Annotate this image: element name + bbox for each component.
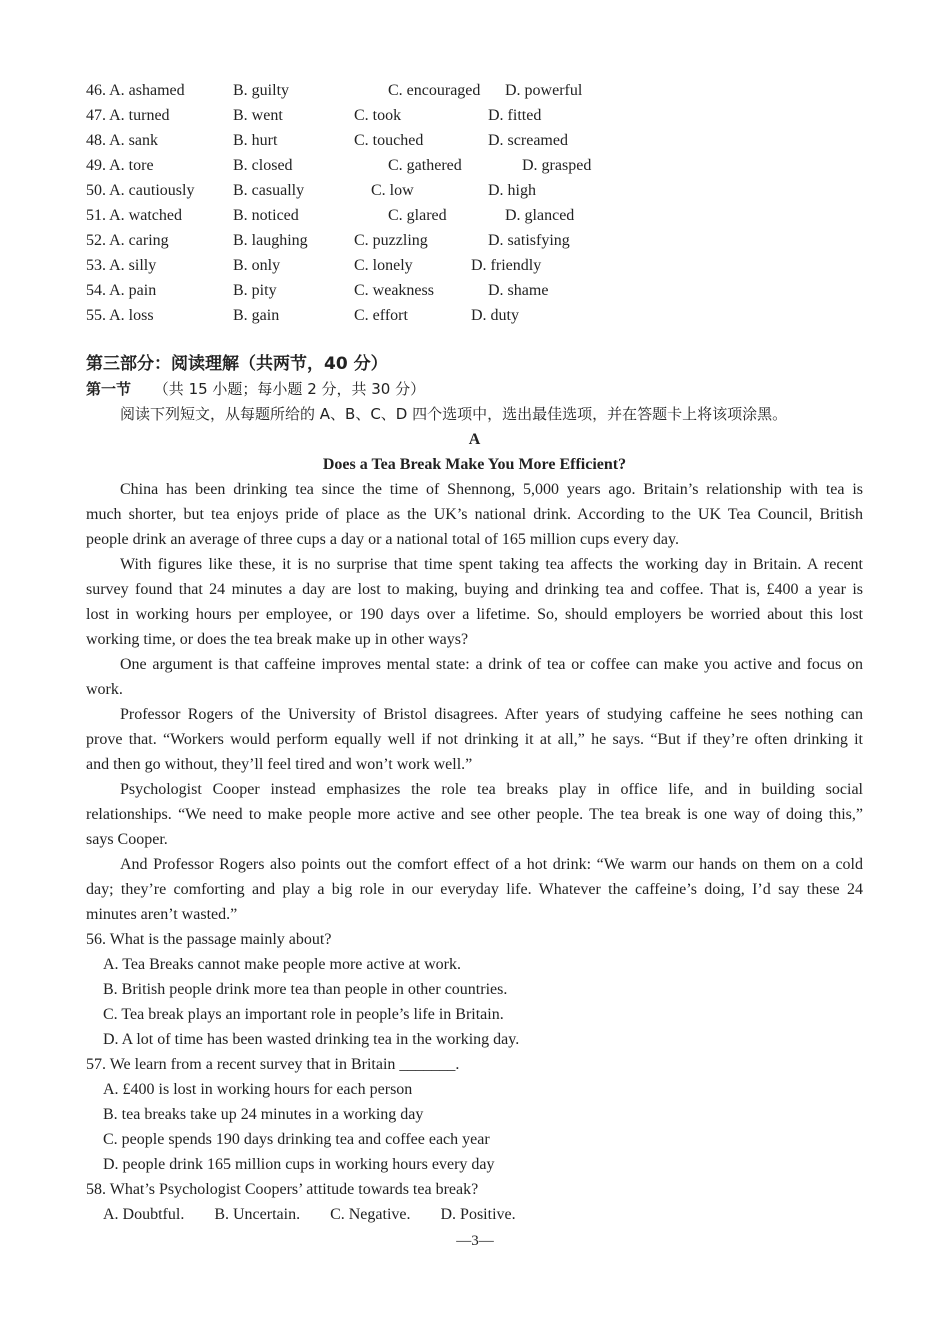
answer-choice[interactable]: C. Negative. bbox=[330, 1206, 411, 1223]
option-a: 53. A. silly bbox=[86, 257, 157, 274]
passage-line: much shorter, but tea enjoys pride of place as the UK’s national drink. According to the UK Tea Council, British bbox=[86, 506, 863, 523]
option-c: C. puzzling bbox=[354, 232, 428, 249]
option-d: D. shame bbox=[488, 282, 549, 299]
option-b: B. hurt bbox=[233, 132, 278, 149]
passage-letter: A bbox=[468, 431, 481, 448]
option-c: C. touched bbox=[354, 132, 424, 149]
option-a: 54. A. pain bbox=[86, 282, 157, 299]
question-stem: 57. We learn from a recent survey that in Britain _______. bbox=[86, 1056, 460, 1073]
answer-choice[interactable]: C. people spends 190 days drinking tea and coffee each year bbox=[103, 1131, 490, 1148]
section1-label: 第一节 bbox=[86, 380, 132, 398]
option-a: 50. A. cautiously bbox=[86, 182, 195, 199]
section1-heading bbox=[86, 377, 863, 402]
option-c: C. lonely bbox=[354, 257, 413, 274]
passage-line: working time, or does the tea break make up in other ways? bbox=[86, 631, 469, 648]
option-a: 48. A. sank bbox=[86, 132, 158, 149]
option-b: B. only bbox=[233, 257, 281, 274]
option-b: B. laughing bbox=[233, 232, 308, 249]
passage-line: says Cooper. bbox=[86, 831, 168, 848]
passage-line: With figures like these, it is no surprise that time spent taking tea affects the working day in Britain. A recent bbox=[120, 556, 863, 573]
section1-note: （共 15 小题；每小题 2 分，共 30 分） bbox=[153, 380, 426, 398]
answer-choice[interactable]: B. British people drink more tea than people in other countries. bbox=[103, 981, 508, 998]
answer-choice[interactable]: A. Tea Breaks cannot make people more active at work. bbox=[103, 956, 461, 973]
option-d: D. powerful bbox=[505, 82, 583, 99]
option-b: B. gain bbox=[233, 307, 280, 324]
passage-line: Psychologist Cooper instead emphasizes the role tea breaks play in office life, and in building social bbox=[120, 781, 863, 798]
option-a: 49. A. tore bbox=[86, 157, 154, 174]
option-b: B. casually bbox=[233, 182, 305, 199]
option-d: D. satisfying bbox=[488, 232, 570, 249]
answer-choice[interactable]: C. Tea break plays an important role in people’s life in Britain. bbox=[103, 1006, 504, 1023]
option-c: C. gathered bbox=[388, 157, 462, 174]
option-b: B. closed bbox=[233, 157, 293, 174]
passage-line: prove that. “Workers would perform equally well if not drinking it at all,” he says. “But if they’re often drinking it bbox=[86, 731, 863, 748]
passage-line: and then go without, they’ll feel tired and won’t work well.” bbox=[86, 756, 473, 773]
option-c: C. took bbox=[354, 107, 402, 124]
option-c: C. effort bbox=[354, 307, 408, 324]
option-d: D. screamed bbox=[488, 132, 568, 149]
answer-choice[interactable]: D. Positive. bbox=[440, 1206, 516, 1223]
passage-line: One argument is that caffeine improves mental state: a drink of tea or coffee can make you active and focus on bbox=[120, 656, 863, 673]
option-d: D. glanced bbox=[505, 207, 575, 224]
option-d: D. grasped bbox=[522, 157, 592, 174]
passage-line: minutes aren’t wasted.” bbox=[86, 906, 238, 923]
question-stem: 58. What’s Psychologist Coopers’ attitude towards tea break? bbox=[86, 1181, 479, 1198]
page-number: —3— bbox=[456, 1233, 494, 1249]
option-d: D. fitted bbox=[488, 107, 542, 124]
part3-title: 第三部分：阅读理解（共两节，40 分） bbox=[86, 354, 388, 374]
instructions: 阅读下列短文，从每题所给的 A、B、C、D 四个选项中，选出最佳选项，并在答题卡上将该项涂黑。 bbox=[120, 405, 788, 423]
answer-choice[interactable]: D. people drink 165 million cups in working hours every day bbox=[103, 1156, 495, 1173]
option-c: C. glared bbox=[388, 207, 447, 224]
option-b: B. pity bbox=[233, 282, 277, 299]
option-a: 46. A. ashamed bbox=[86, 82, 185, 99]
option-c: C. low bbox=[371, 182, 414, 199]
option-d: D. friendly bbox=[471, 257, 542, 274]
passage-line: Professor Rogers of the University of Bristol disagrees. After years of studying caffeine he sees nothing can bbox=[120, 706, 863, 723]
option-c: C. weakness bbox=[354, 282, 434, 299]
option-a: 55. A. loss bbox=[86, 307, 154, 324]
answer-choice[interactable]: B. tea breaks take up 24 minutes in a working day bbox=[103, 1106, 424, 1123]
passage-line: survey found that 24 minutes a day are lost to making, buying and drinking tea and coffee. That is, £400 a year is bbox=[86, 581, 863, 598]
passage-line: And Professor Rogers also points out the comfort effect of a hot drink: “We warm our hands on them on a cold bbox=[120, 856, 863, 873]
option-a: 47. A. turned bbox=[86, 107, 170, 124]
answer-choice[interactable]: D. A lot of time has been wasted drinking tea in the working day. bbox=[103, 1031, 520, 1048]
option-d: D. high bbox=[488, 182, 536, 199]
passage-title: Does a Tea Break Make You More Efficient? bbox=[322, 456, 627, 473]
answer-choice[interactable]: A. £400 is lost in working hours for each person bbox=[103, 1081, 413, 1098]
passage-line: work. bbox=[86, 681, 123, 698]
answer-choice[interactable]: B. Uncertain. bbox=[214, 1206, 301, 1223]
question-stem: 56. What is the passage mainly about? bbox=[86, 931, 332, 948]
option-c: C. encouraged bbox=[388, 82, 481, 99]
option-a: 52. A. caring bbox=[86, 232, 169, 249]
option-b: B. guilty bbox=[233, 82, 290, 99]
passage-line: lost in working hours per employee, or 190 days over a lifetime. So, should employers be worried about this lost bbox=[86, 606, 863, 623]
option-b: B. went bbox=[233, 107, 283, 124]
option-d: D. duty bbox=[471, 307, 519, 324]
passage-line: China has been drinking tea since the time of Shennong, 5,000 years ago. Britain’s relationship with tea is bbox=[120, 481, 863, 498]
option-b: B. noticed bbox=[233, 207, 299, 224]
answer-choice[interactable]: A. Doubtful. bbox=[103, 1206, 185, 1223]
passage-line: day; they’re comforting and play a big role in our everyday life. Whatever the caffeine’s doing, I’d say these 24 bbox=[86, 881, 863, 898]
answer-choices-inline bbox=[103, 1202, 880, 1227]
passage-line: people drink an average of three cups a day or a national total of 165 million cups every day. bbox=[86, 531, 679, 548]
passage-line: relationships. “We need to make people more active and see other people. The tea break is one way of doing this,” bbox=[86, 806, 863, 823]
option-a: 51. A. watched bbox=[86, 207, 182, 224]
